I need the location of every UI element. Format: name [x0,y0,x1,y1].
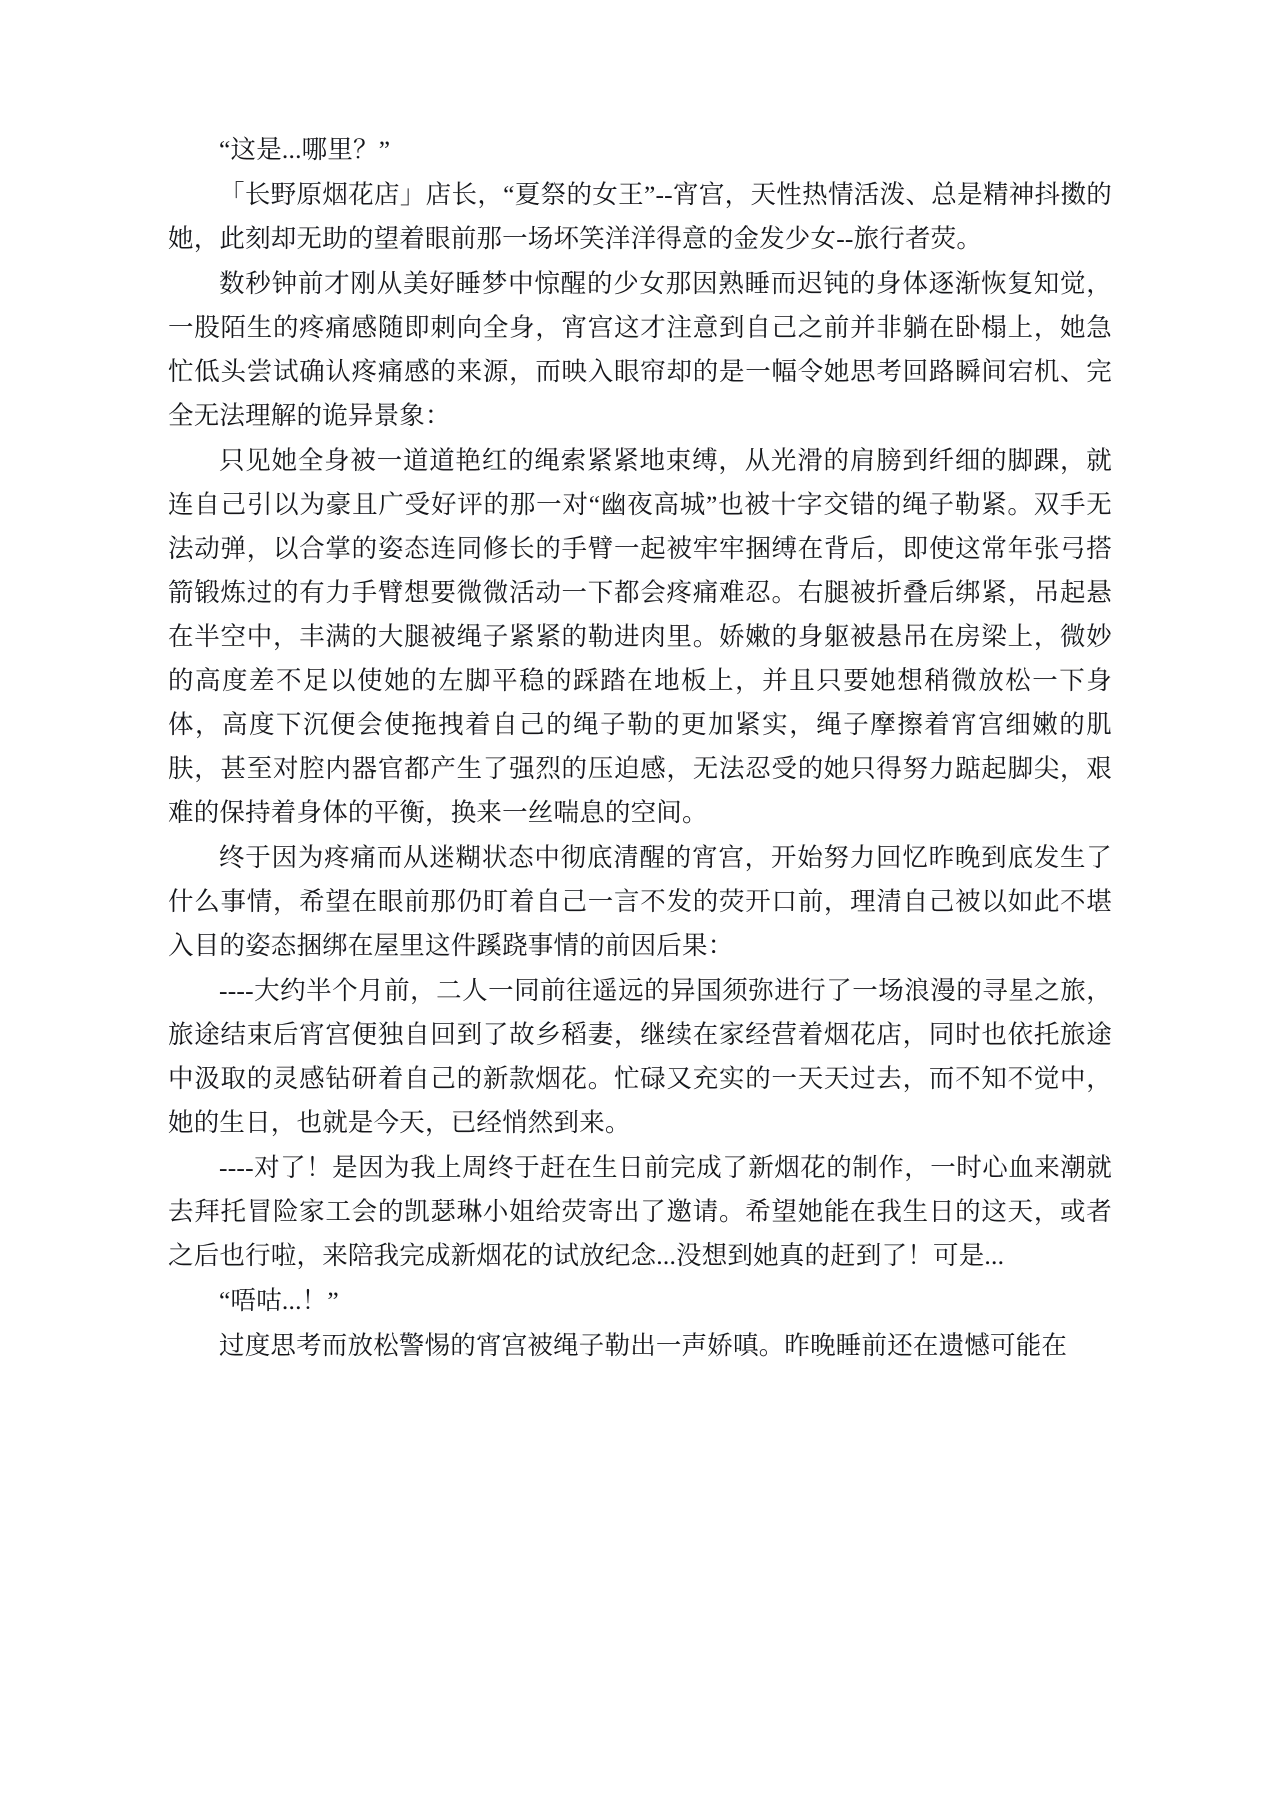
paragraph: 只见她全身被一道道艳红的绳索紧紧地束缚，从光滑的肩膀到纤细的脚踝，就连自己引以为豪且广受好评的那一对“幽夜高城”也被十字交错的绳子勒紧。双手无法动弹，以合掌的姿态连同修长的手臂一起被牢牢捆缚在背后，即使这常年张弓搭箭锻炼过的有力手臂想要微微活动一下都会疼痛难忍。右腿被折叠后绑紧，吊起悬在半空中，丰满的大腿被绳子紧紧的勒进肉里。娇嫩的身躯被悬吊在房梁上，微妙的高度差不足以使她的左脚平稳的踩踏在地板上，并且只要她想稍微放松一下身体，高度下沉便会使拖拽着自己的绳子勒的更加紧实，绳子摩擦着宵宫细嫩的肌肤，甚至对腔内器官都产生了强烈的压迫感，无法忍受的她只得努力踮起脚尖，艰难的保持着身体的平衡，换来一丝喘息的空间。 [168,446,1112,827]
paragraph: 数秒钟前才刚从美好睡梦中惊醒的少女那因熟睡而迟钝的身体逐渐恢复知觉，一股陌生的疼痛感随即刺向全身，宵宫这才注意到自己之前并非躺在卧榻上，她急忙低头尝试确认疼痛感的来源，而映入眼帘却的是一幅令她思考回路瞬间宕机、完全无法理解的诡异景象： [168,269,1112,430]
paragraph: ----大约半个月前，二人一同前往遥远的异国须弥进行了一场浪漫的寻星之旅，旅途结束后宵宫便独自回到了故乡稻妻，继续在家经营着烟花店，同时也依托旅途中汲取的灵感钻研着自己的新款烟花。忙碌又充实的一天天过去，而不知不觉中，她的生日，也就是今天，已经悄然到来。 [168,976,1112,1137]
paragraph: ----对了！是因为我上周终于赶在生日前完成了新烟花的制作，一时心血来潮就去拜托冒险家工会的凯瑟琳小姐给荧寄出了邀请。希望她能在我生日的这天，或者之后也行啦，来陪我完成新烟花的试放纪念...没想到她真的赶到了！可是... [168,1153,1112,1270]
paragraph: “这是...哪里？” [219,135,391,164]
paragraph: 「长野原烟花店」店长，“夏祭的女王”--宵宫，天性热情活泼、总是精神抖擞的她，此刻却无助的望着眼前那一场坏笑洋洋得意的金发少女--旅行者荧。 [168,180,1112,253]
page-text-body [168,128,1112,1369]
paragraph: “唔咕...！” [219,1286,339,1315]
paragraph: 终于因为疼痛而从迷糊状态中彻底清醒的宵宫，开始努力回忆昨晚到底发生了什么事情，希望在眼前那仍盯着自己一言不发的荧开口前，理清自己被以如此不堪入目的姿态捆绑在屋里这件蹊跷事情的前因后果： [168,843,1112,960]
paragraph: 过度思考而放松警惕的宵宫被绳子勒出一声娇嗔。昨晚睡前还在遗憾可能在 [219,1331,1068,1360]
